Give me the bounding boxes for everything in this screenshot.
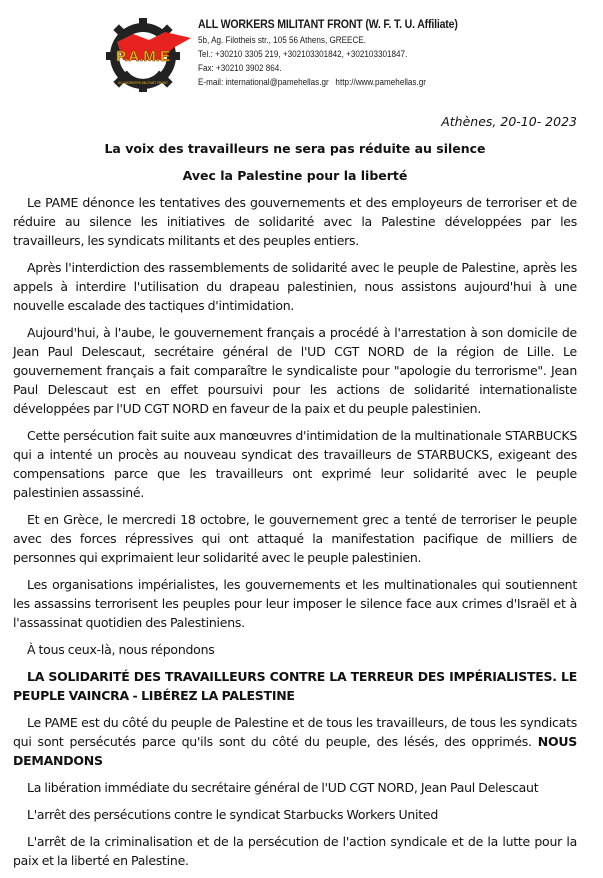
letterhead-info bbox=[198, 17, 493, 89]
document-date: Athènes, 20-10- 2023 bbox=[441, 114, 577, 129]
contact-email-web: E-mail: international@pamehellas.gr http://www.pamehellas.gr bbox=[198, 77, 426, 87]
paragraph: À tous ceux-là, nous répondons bbox=[27, 642, 215, 657]
demand-item: L'arrêt de la criminalisation et de la persécution de l'action syndicale et de la lutte pour la paix et la liberté en Palestine. bbox=[13, 834, 577, 868]
paragraph: Et en Grèce, le mercredi 18 octobre, le gouvernement grec a tenté de terroriser le peuple avec des forces répressives qui ont attaqué la manifestation pacifique de milliers de personnes qui exprimaient leur solidarité avec le peuple palestinien. bbox=[13, 512, 577, 565]
organization-name: ALL WORKERS MILITANT FRONT (W. F. T. U. Affiliate) bbox=[198, 17, 458, 31]
logo-ring-text: ALL WORKERS MILITANT FRONT bbox=[118, 81, 168, 85]
document-subtitle: Avec la Palestine pour la liberté bbox=[182, 168, 408, 183]
demand-item: La libération immédiate du secrétaire général de l'UD CGT NORD, Jean Paul Delescaut bbox=[27, 780, 539, 795]
logo-text: P.A.M.E bbox=[116, 48, 170, 65]
paragraph: Cette persécution fait suite aux manœuvres d'intimidation de la multinationale STARBUCKS qui a intenté un procès au nouveau syndicat des travailleurs de STARBUCKS, exigeant des compensations parce que les travailleurs ont exprimé leur solidarité avec le peuple palestinien assassiné. bbox=[13, 428, 577, 500]
paragraph: Les organisations impérialistes, les gouvernements et les multinationales qui soutiennent les assassins terrorisent les peuples pour leur imposer le silence face aux crimes d'Israël et à l'assassinat quotidien des Palestiniens. bbox=[13, 577, 577, 630]
document-body bbox=[13, 112, 577, 878]
paragraph: Aujourd'hui, à l'aube, le gouvernement français a procédé à l'arrestation à son domicile de Jean Paul Delescaut, secrétaire général de l'UD CGT NORD de la région de Lille. Le gouvernement français a fait comparaître le syndicaliste pour "apologie du terrorisme". Jean Paul Delescaut est en effet poursuivi pour les actions de solidarité internationaliste développées par l'UD CGT NORD en faveur de la paix et du peuple palestinien. bbox=[13, 325, 577, 416]
demand-item: L'arrêt des persécutions contre le syndicat Starbucks Workers United bbox=[27, 807, 439, 822]
paragraph: Le PAME dénonce les tentatives des gouvernements et des employeurs de terroriser et de réduire au silence les initiatives de solidarité avec la Palestine développées par les travailleurs, les syndicats militants et des peuples entiers. bbox=[13, 195, 577, 248]
paragraph: Après l'interdiction des rassemblements de solidarité avec le peuple de Palestine, après les appels à interdire l'utilisation du drapeau palestinien, nous assistons aujourd'hui à une nouvelle escalade des tactiques d'intimidation. bbox=[13, 260, 577, 313]
fax: Fax: +30210 3902 864. bbox=[198, 63, 282, 73]
telephone: Tel.: +30210 3305 219, +302103301842, +302103301847. bbox=[198, 49, 408, 59]
slogan: LA SOLIDARITÉ DES TRAVAILLEURS CONTRE LA TERREUR DES IMPÉRIALISTES. LE PEUPLE VAINCRA - LIBÉREZ LA PALESTINE bbox=[13, 669, 577, 703]
letterhead bbox=[0, 0, 603, 100]
demand-heading: NOUS DEMANDONS bbox=[13, 734, 577, 768]
pame-side-paragraph bbox=[13, 713, 577, 770]
pame-side-text: Le PAME est du côté du peuple de Palestine et de tous les travailleurs, de tous les syndicats qui sont persécutés parce qu'ils sont du côté du peuple, des lésés, des opprimés. bbox=[13, 715, 577, 749]
document-title: La voix des travailleurs ne sera pas réduite au silence bbox=[104, 141, 486, 156]
pame-logo-icon bbox=[103, 14, 193, 94]
address: 5b, Ag. Filotheis str., 105 56 Athens, GREECE. bbox=[198, 35, 366, 45]
